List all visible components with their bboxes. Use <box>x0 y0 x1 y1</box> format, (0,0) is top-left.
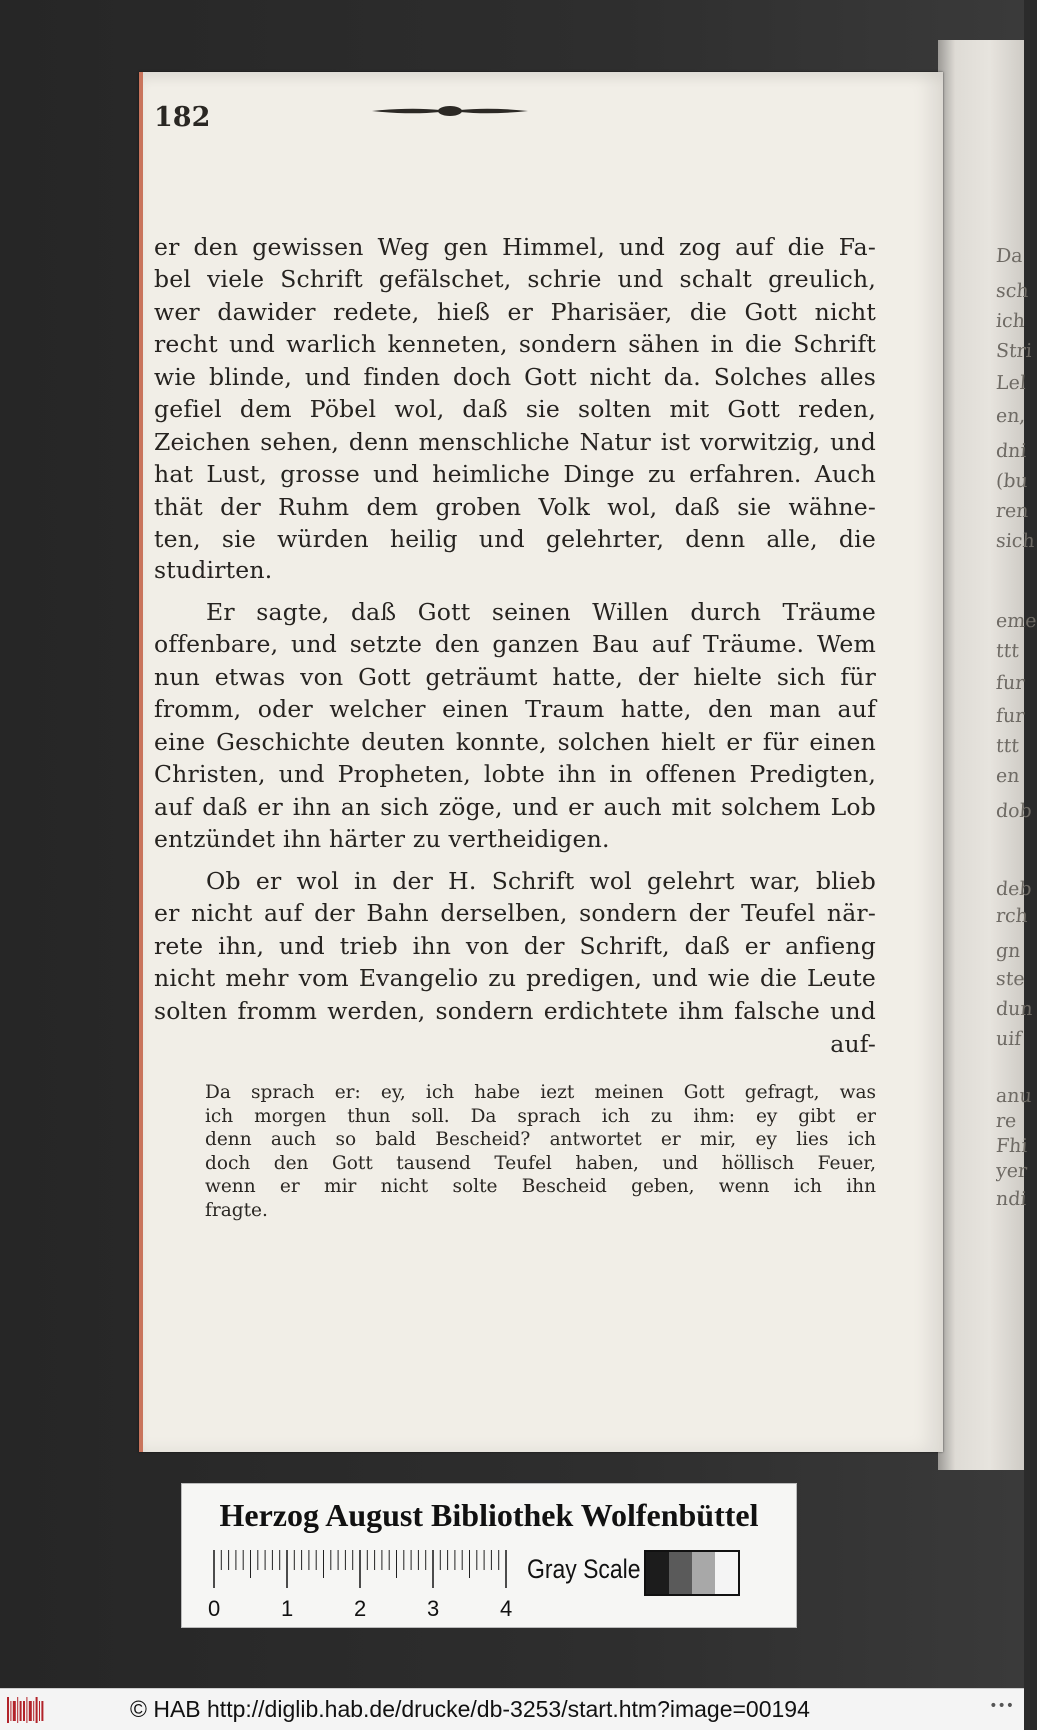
gray-swatch <box>715 1552 738 1594</box>
ruler-number: 0 <box>208 1596 221 1621</box>
ruler-number: 3 <box>427 1596 440 1621</box>
adjacent-page-fragment: ndi <box>995 1188 1028 1210</box>
adjacent-page-fragment: anu <box>995 1085 1033 1107</box>
footnote-line: wenn er mir nicht solte Bescheid geben, wenn ich ihn <box>205 1176 876 1197</box>
footnote-line: fragte. <box>205 1199 268 1221</box>
adjacent-page-fragment: uif <box>995 1028 1023 1050</box>
adjacent-page-fragment: re <box>995 1110 1018 1132</box>
body-line: nun etwas von Gott geträumt hatte, der hielte sich für <box>154 663 876 691</box>
body-line: offenbare, und setzte den ganzen Bau auf Träume. Wem <box>154 630 876 658</box>
library-name: Herzog August Bibliothek Wolfenbüttel <box>219 1497 759 1533</box>
footer-credit: © HAB http://diglib.hab.de/drucke/db-3253/start.htm?image=00194 <box>130 1696 810 1722</box>
ruler-number: 1 <box>281 1596 294 1621</box>
body-line: nicht mehr vom Evangelio zu predigen, und wie die Leute <box>154 964 876 992</box>
adjacent-page-fragment: ste <box>995 968 1026 990</box>
footnote-line: denn auch so bald Bescheid? antwortet er mir, ey lies ich <box>205 1129 876 1150</box>
adjacent-page-fragment: rch <box>995 905 1029 927</box>
body-line: recht und warlich kenneten, sondern sähen in die Schrift <box>154 330 876 358</box>
body-line: hat Lust, grosse und heimliche Dinge zu erfahren. Auch <box>154 460 876 488</box>
body-line: thät der Ruhm dem groben Volk wol, daß sie wähne- <box>154 493 876 521</box>
adjacent-page-fragment: fur <box>995 672 1026 694</box>
footer-bar <box>0 1688 1024 1730</box>
gray-swatch <box>646 1552 669 1594</box>
body-line: wer dawider redete, hieß er Pharisäer, die Gott nicht <box>154 298 876 326</box>
footnote-line: ich morgen thun soll. Da sprach ich zu ihm: ey gibt er <box>205 1105 876 1127</box>
adjacent-page-fragment: ich <box>995 310 1026 332</box>
gray-scale-swatches <box>644 1550 740 1596</box>
adjacent-page-fragment: Lel <box>995 372 1027 394</box>
library-color-chart <box>181 1483 797 1628</box>
gray-swatch <box>669 1552 692 1594</box>
adjacent-page-fragment: dun <box>995 998 1034 1020</box>
footnote-line: Da sprach er: ey, ich habe iezt meinen Gott gefragt, was <box>205 1082 876 1103</box>
adjacent-page-fragment: gn <box>995 940 1022 962</box>
body-line: solten fromm werden, sondern erdichtete ihm falsche und <box>154 997 876 1025</box>
body-line: er den gewissen Weg gen Himmel, und zog auf die Fa- <box>154 233 876 261</box>
body-line: bel viele Schrift gefälschet, schrie und schalt greulich, <box>154 265 876 293</box>
body-line: Er sagte, daß Gott seinen Willen durch Träume <box>206 598 876 626</box>
body-line: ten, sie würden heilig und gelehrter, denn alle, die <box>154 525 876 553</box>
adjacent-page-fragment: fur <box>995 705 1026 727</box>
adjacent-page-fragment: Stri <box>995 340 1033 362</box>
body-line: studirten. <box>154 556 273 584</box>
adjacent-page-fragment: ttt <box>995 735 1020 757</box>
body-line: er nicht auf der Bahn derselben, sondern der Teufel när- <box>154 899 876 927</box>
adjacent-page-fragment: yer <box>995 1160 1028 1182</box>
ruler-number: 4 <box>500 1596 513 1621</box>
body-line: fromm, oder welcher einen Traum hatte, den man auf <box>154 695 876 723</box>
body-line: rete ihn, und trieb ihn von der Schrift, daß er anfieng <box>154 932 876 960</box>
gray-swatch <box>692 1552 715 1594</box>
body-line: eine Geschichte deuten konnte, solchen hielt er für einen <box>154 728 876 756</box>
adjacent-page-fragment: deb <box>995 878 1033 900</box>
ruler-number: 2 <box>354 1596 367 1621</box>
adjacent-page-fragment: ren <box>995 500 1030 522</box>
body-line: auf daß er ihn an sich zöge, und er auch mit solchem Lob <box>154 793 876 821</box>
header-ornament <box>370 103 530 119</box>
adjacent-page-fragment: sch <box>995 280 1030 302</box>
body-line: auf- <box>830 1030 876 1058</box>
body-line: Christen, und Propheten, lobte ihn in offenen Predigten, <box>154 760 876 788</box>
footnote-line: doch den Gott tausend Teufel haben, und höllisch Feuer, <box>205 1152 876 1174</box>
adjacent-page-fragment: en, <box>995 405 1027 427</box>
adjacent-page-fragment: sich <box>995 530 1036 552</box>
adjacent-page-fragment: en <box>995 765 1021 787</box>
more-dots-icon[interactable]: ••• <box>989 1698 1014 1714</box>
adjacent-page-fragment: dni <box>995 440 1028 462</box>
hab-barcode-logo-icon <box>6 1695 46 1725</box>
body-line: Ob er wol in der H. Schrift wol gelehrt war, blieb <box>206 867 876 895</box>
page-number: 182 <box>154 102 211 133</box>
gray-scale-label: Gray Scale <box>527 1554 641 1584</box>
adjacent-page-fragment: (bu <box>995 470 1029 492</box>
adjacent-page-fragment: dob <box>995 800 1033 822</box>
ruler-scale <box>212 1550 507 1588</box>
adjacent-page-fragment: Fhi <box>995 1135 1029 1157</box>
body-line: wie blinde, und finden doch Gott nicht da. Solches alles <box>154 363 876 391</box>
body-line: entzündet ihn härter zu vertheidigen. <box>154 825 610 853</box>
body-line: Zeichen sehen, denn menschliche Natur ist vorwitzig, und <box>154 428 876 456</box>
adjacent-page-fragment: eme <box>995 610 1037 632</box>
adjacent-page-fragment: ttt <box>995 640 1020 662</box>
adjacent-page-fragment: Da <box>995 245 1024 267</box>
body-line: gefiel dem Pöbel wol, daß sie solten mit Gott reden, <box>154 395 876 423</box>
